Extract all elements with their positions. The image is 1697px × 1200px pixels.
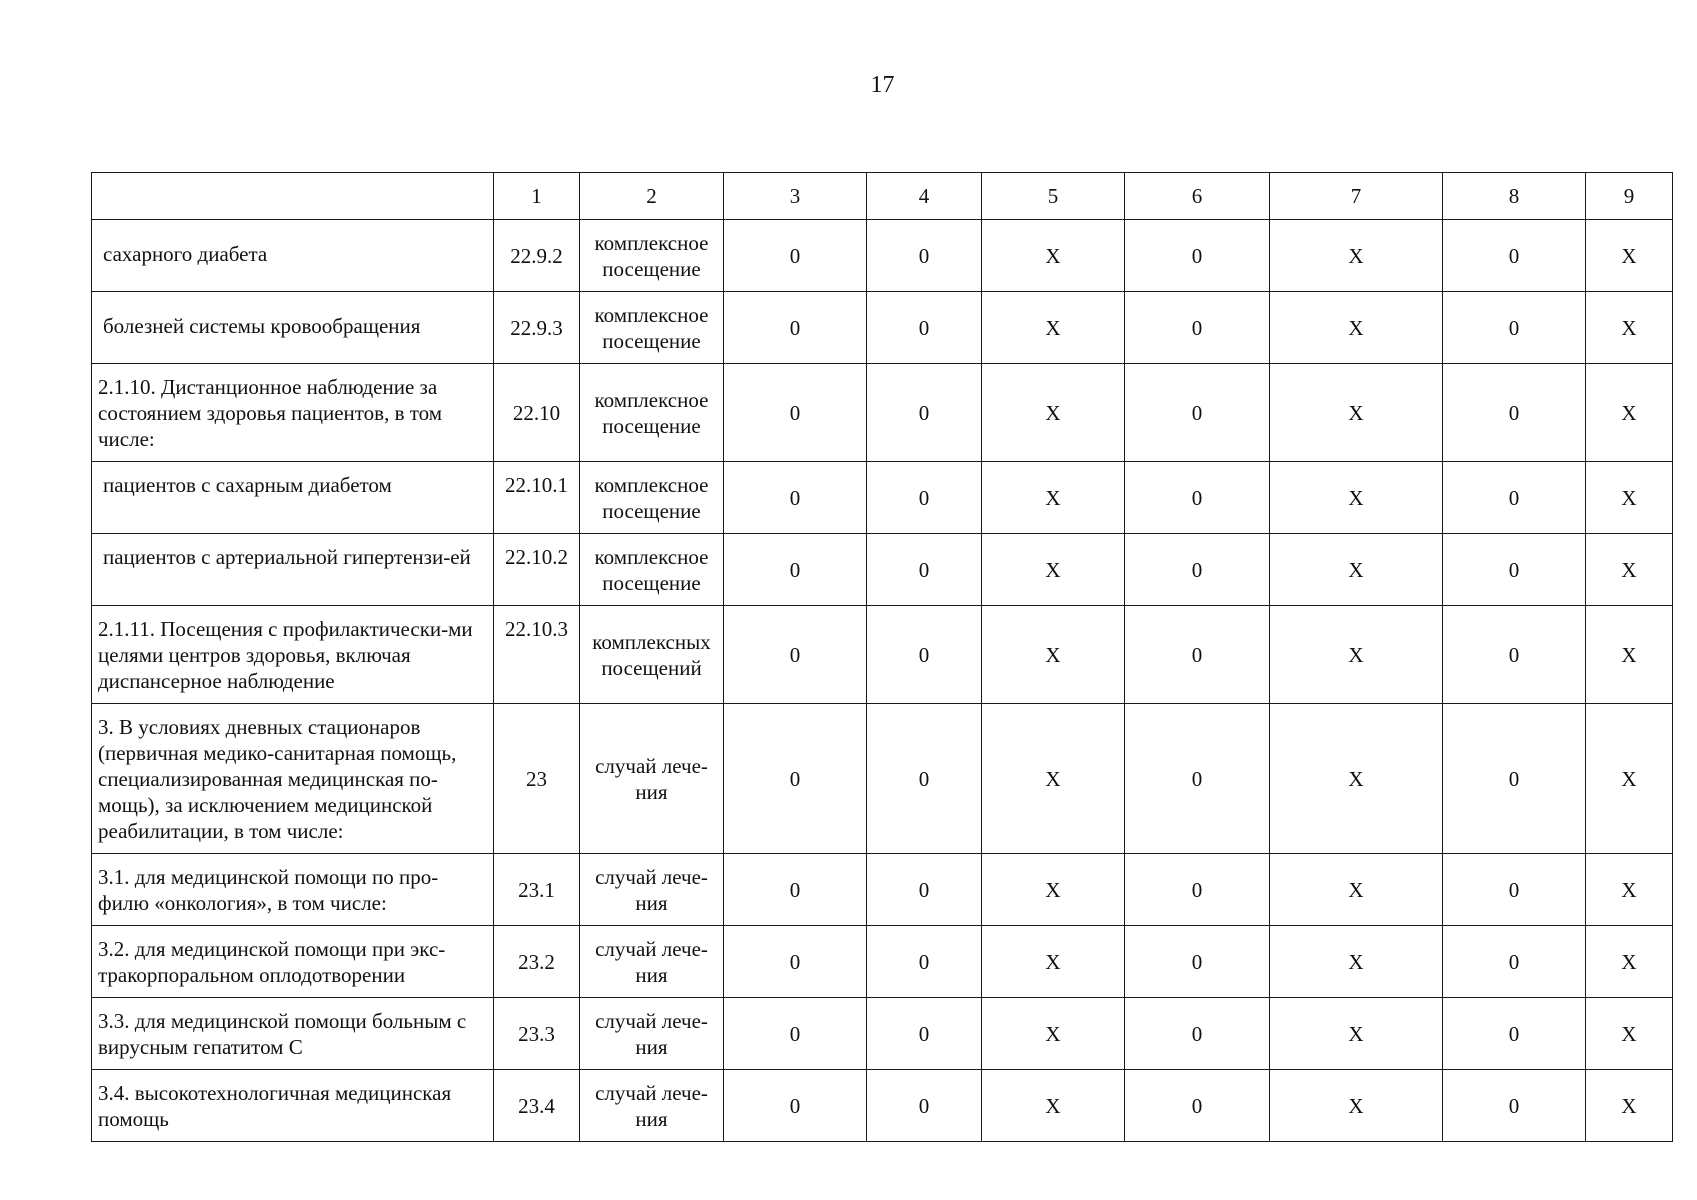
header-cell: 5 <box>982 173 1125 220</box>
value-cell: X <box>982 1070 1125 1142</box>
value-cell: X <box>982 704 1125 854</box>
value-cell: 0 <box>867 462 982 534</box>
value-cell: 0 <box>1125 606 1270 704</box>
value-cell: 0 <box>867 364 982 462</box>
row-unit: случай лече-ния <box>580 998 724 1070</box>
value-cell: X <box>1270 854 1443 926</box>
row-unit: случай лече-ния <box>580 704 724 854</box>
value-cell: 0 <box>1443 606 1586 704</box>
value-cell: 0 <box>1443 292 1586 364</box>
table-row <box>92 220 1673 292</box>
value-cell: 0 <box>1443 998 1586 1070</box>
header-cell: 2 <box>580 173 724 220</box>
header-cell: 4 <box>867 173 982 220</box>
value-cell: 0 <box>1125 926 1270 998</box>
table-row <box>92 926 1673 998</box>
row-unit: комплексное посещение <box>580 220 724 292</box>
row-unit: случай лече-ния <box>580 1070 724 1142</box>
value-cell: 0 <box>867 220 982 292</box>
table-row <box>92 364 1673 462</box>
value-cell: 0 <box>1125 704 1270 854</box>
value-cell: X <box>1586 704 1673 854</box>
row-unit: комплексное посещение <box>580 364 724 462</box>
value-cell: 0 <box>724 704 867 854</box>
value-cell: 0 <box>724 926 867 998</box>
row-code: 23.1 <box>494 854 580 926</box>
row-code: 22.9.2 <box>494 220 580 292</box>
data-table <box>91 172 1673 1142</box>
value-cell: X <box>1270 462 1443 534</box>
header-row <box>92 173 1673 220</box>
value-cell: 0 <box>867 998 982 1070</box>
table-row <box>92 462 1673 534</box>
header-cell: 6 <box>1125 173 1270 220</box>
value-cell: 0 <box>867 292 982 364</box>
value-cell: 0 <box>867 926 982 998</box>
value-cell: X <box>1586 462 1673 534</box>
value-cell: 0 <box>1125 292 1270 364</box>
row-name: 3.1. для медицинской помощи по про-филю «онкология», в том числе: <box>92 854 494 926</box>
value-cell: 0 <box>1443 364 1586 462</box>
row-code: 23.4 <box>494 1070 580 1142</box>
header-cell <box>92 173 494 220</box>
value-cell: 0 <box>724 534 867 606</box>
value-cell: X <box>1270 606 1443 704</box>
value-cell: 0 <box>724 462 867 534</box>
row-unit: комплексное посещение <box>580 534 724 606</box>
value-cell: 0 <box>1125 364 1270 462</box>
value-cell: X <box>1586 220 1673 292</box>
row-unit: случай лече-ния <box>580 926 724 998</box>
value-cell: X <box>1270 220 1443 292</box>
row-unit: случай лече-ния <box>580 854 724 926</box>
value-cell: X <box>1270 704 1443 854</box>
header-cell: 7 <box>1270 173 1443 220</box>
value-cell: 0 <box>867 704 982 854</box>
row-name: 3. В условиях дневных стационаров (первичная медико-санитарная помощь, специализированная медицинская по-мощь), за исключением медицинской реабилитации, в том числе: <box>92 704 494 854</box>
value-cell: 0 <box>724 364 867 462</box>
value-cell: X <box>1586 1070 1673 1142</box>
value-cell: 0 <box>1443 220 1586 292</box>
value-cell: 0 <box>724 220 867 292</box>
value-cell: 0 <box>1443 926 1586 998</box>
value-cell: X <box>1586 926 1673 998</box>
header-cell: 9 <box>1586 173 1673 220</box>
row-code: 23 <box>494 704 580 854</box>
row-code: 22.10.1 <box>494 462 580 534</box>
row-name: пациентов с артериальной гипертензи-ей <box>92 534 494 606</box>
value-cell: X <box>1586 606 1673 704</box>
value-cell: 0 <box>724 998 867 1070</box>
table-row <box>92 854 1673 926</box>
value-cell: 0 <box>724 292 867 364</box>
row-unit: комплексное посещение <box>580 462 724 534</box>
value-cell: 0 <box>867 1070 982 1142</box>
value-cell: X <box>1270 292 1443 364</box>
row-unit: комплексное посещение <box>580 292 724 364</box>
value-cell: 0 <box>1125 220 1270 292</box>
header-cell: 3 <box>724 173 867 220</box>
value-cell: 0 <box>724 606 867 704</box>
value-cell: X <box>1270 1070 1443 1142</box>
table-row <box>92 1070 1673 1142</box>
row-name: 2.1.11. Посещения с профилактически-ми целями центров здоровья, включая диспансерное наблюдение <box>92 606 494 704</box>
value-cell: X <box>1586 998 1673 1070</box>
header-cell: 8 <box>1443 173 1586 220</box>
table-row <box>92 606 1673 704</box>
row-name: 3.4. высокотехнологичная медицинская помощь <box>92 1070 494 1142</box>
value-cell: X <box>982 606 1125 704</box>
page-number: 17 <box>870 72 895 98</box>
value-cell: X <box>1270 534 1443 606</box>
value-cell: 0 <box>1125 854 1270 926</box>
value-cell: X <box>1586 364 1673 462</box>
value-cell: X <box>982 534 1125 606</box>
value-cell: X <box>1586 854 1673 926</box>
value-cell: 0 <box>1443 462 1586 534</box>
value-cell: X <box>982 462 1125 534</box>
row-code: 22.9.3 <box>494 292 580 364</box>
value-cell: 0 <box>1443 704 1586 854</box>
row-code: 22.10.2 <box>494 534 580 606</box>
value-cell: 0 <box>724 1070 867 1142</box>
row-name: 2.1.10. Дистанционное наблюдение за состоянием здоровья пациентов, в том числе: <box>92 364 494 462</box>
value-cell: X <box>982 220 1125 292</box>
value-cell: X <box>1586 534 1673 606</box>
row-name: пациентов с сахарным диабетом <box>92 462 494 534</box>
value-cell: 0 <box>867 854 982 926</box>
row-code: 22.10.3 <box>494 606 580 704</box>
value-cell: X <box>982 364 1125 462</box>
table-row <box>92 704 1673 854</box>
value-cell: 0 <box>1443 534 1586 606</box>
value-cell: 0 <box>1443 1070 1586 1142</box>
value-cell: 0 <box>1125 462 1270 534</box>
row-unit: комплексных посещений <box>580 606 724 704</box>
row-name: 3.3. для медицинской помощи больным с вирусным гепатитом С <box>92 998 494 1070</box>
value-cell: 0 <box>1125 998 1270 1070</box>
value-cell: 0 <box>1125 1070 1270 1142</box>
value-cell: 0 <box>867 534 982 606</box>
value-cell: X <box>1270 364 1443 462</box>
value-cell: X <box>982 926 1125 998</box>
value-cell: 0 <box>1125 534 1270 606</box>
value-cell: 0 <box>724 854 867 926</box>
row-code: 23.3 <box>494 998 580 1070</box>
table-row <box>92 292 1673 364</box>
row-name: сахарного диабета <box>92 220 494 292</box>
row-code: 22.10 <box>494 364 580 462</box>
value-cell: X <box>1586 292 1673 364</box>
row-name: 3.2. для медицинской помощи при экс-тракорпоральном оплодотворении <box>92 926 494 998</box>
value-cell: 0 <box>867 606 982 704</box>
row-code: 23.2 <box>494 926 580 998</box>
value-cell: X <box>982 292 1125 364</box>
value-cell: X <box>1270 926 1443 998</box>
row-name: болезней системы кровообращения <box>92 292 494 364</box>
table-row <box>92 534 1673 606</box>
value-cell: X <box>982 998 1125 1070</box>
value-cell: X <box>1270 998 1443 1070</box>
table-row <box>92 998 1673 1070</box>
value-cell: 0 <box>1443 854 1586 926</box>
value-cell: X <box>982 854 1125 926</box>
header-cell: 1 <box>494 173 580 220</box>
